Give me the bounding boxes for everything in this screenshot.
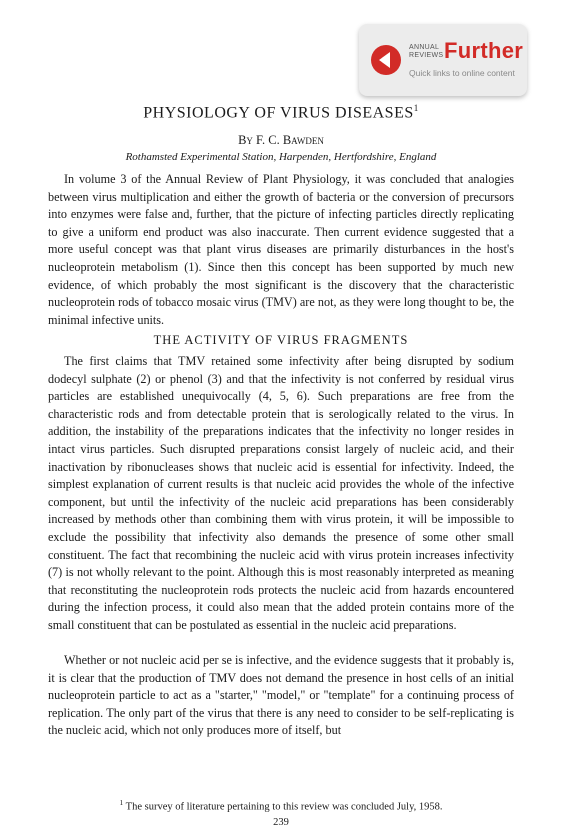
publisher-name: ANNUAL REVIEWS (409, 44, 444, 59)
author-line: By F. C. Bawden (238, 133, 324, 147)
further-badge[interactable] (359, 24, 527, 96)
title-footnote-mark: 1 (413, 103, 419, 113)
article-title: PHYSIOLOGY OF VIRUS DISEASES$^1$ (143, 103, 419, 122)
play-back-icon (371, 45, 401, 75)
affiliation: Rothamsted Experimental Station, Harpenden, Hertfordshire, England (125, 151, 437, 163)
section-heading: THE ACTIVITY OF VIRUS FRAGMENTS (153, 333, 409, 347)
section-paragraph-2: Whether or not nucleic acid per se is infective, and the evidence suggests that it probably is, it is clear that the production of TMV does not demand the presence in host cells of an initial nucleoprotein particle to act as a "starter," "model," or "template" for a continuing process of replication. The only part of the virus that there is any need to consider to be self-replicating is the nucleic acid, which not only produces more of itself, but (48, 653, 514, 738)
footnote: $^1$ The survey of literature pertaining to this review was concluded July, 1958. (119, 798, 443, 813)
badge-title: Further (444, 38, 524, 63)
page-number: 239 (273, 817, 289, 828)
badge-tagline: Quick links to online content (409, 68, 515, 78)
section-paragraph-1: The first claims that TMV retained some infectivity after being disrupted by sodium dodecyl sulphate (2) or phenol (3) and that the infectivity is not conferred by residual virus particles are established unequivocally (4, 5, 6). Such preparations are free from the characteristic rods and from detectable protein that is serologically related to the virus. In addition, the instability of the preparations indicates that the infectivity no longer resides in intact virus particles. Such disrupted preparations consist largely of nucleic acid, and their inactivation by ribonucleases shows that nucleic acid is essential for infectivity. Indeed, the simplest explanation of current results is that nucleic acid provides the whole of the infective component, but until the infectivity of the nucleic acid preparations has been considerably increased by methods other than combining them with virus protein, it will be impossible to exclude the possibility that infectivity also demands the presence of some other small constituent. The fact that recombining the nucleic acid with virus protein increases infectivity (7) is not wholly relevant to the point. Although this is most reasonably interpreted as meaning that reconstituting the nucleoprotein rods protects the nucleic acid from hazards encountered during the infection process, it could also mean that the added protein contains more of the small constituent that can be postulated as essential in the nucleic acid preparations. (48, 354, 514, 632)
author-name: F. C. Bawden (256, 133, 324, 147)
intro-paragraph: In volume 3 of the Annual Review of Plant Physiology, it was concluded that analogies between virus multiplication and either the growth of bacteria or the conversion of precursors into enzymes were false and, further, that the picture of infecting particles directly replicating to give a uniform end product was also inaccurate. Then current evidence suggested that a more useful concept was that plant virus diseases are primarily disturbances in the host's nucleoprotein metabolism (1). Since then this concept has been supported by much new evidence, of which probably the most significant is the discovery that the characteristic nucleoprotein rods of tobacco mosaic virus (TMV) are not, as they were long thought to be, the minimal infective units. (48, 172, 514, 327)
